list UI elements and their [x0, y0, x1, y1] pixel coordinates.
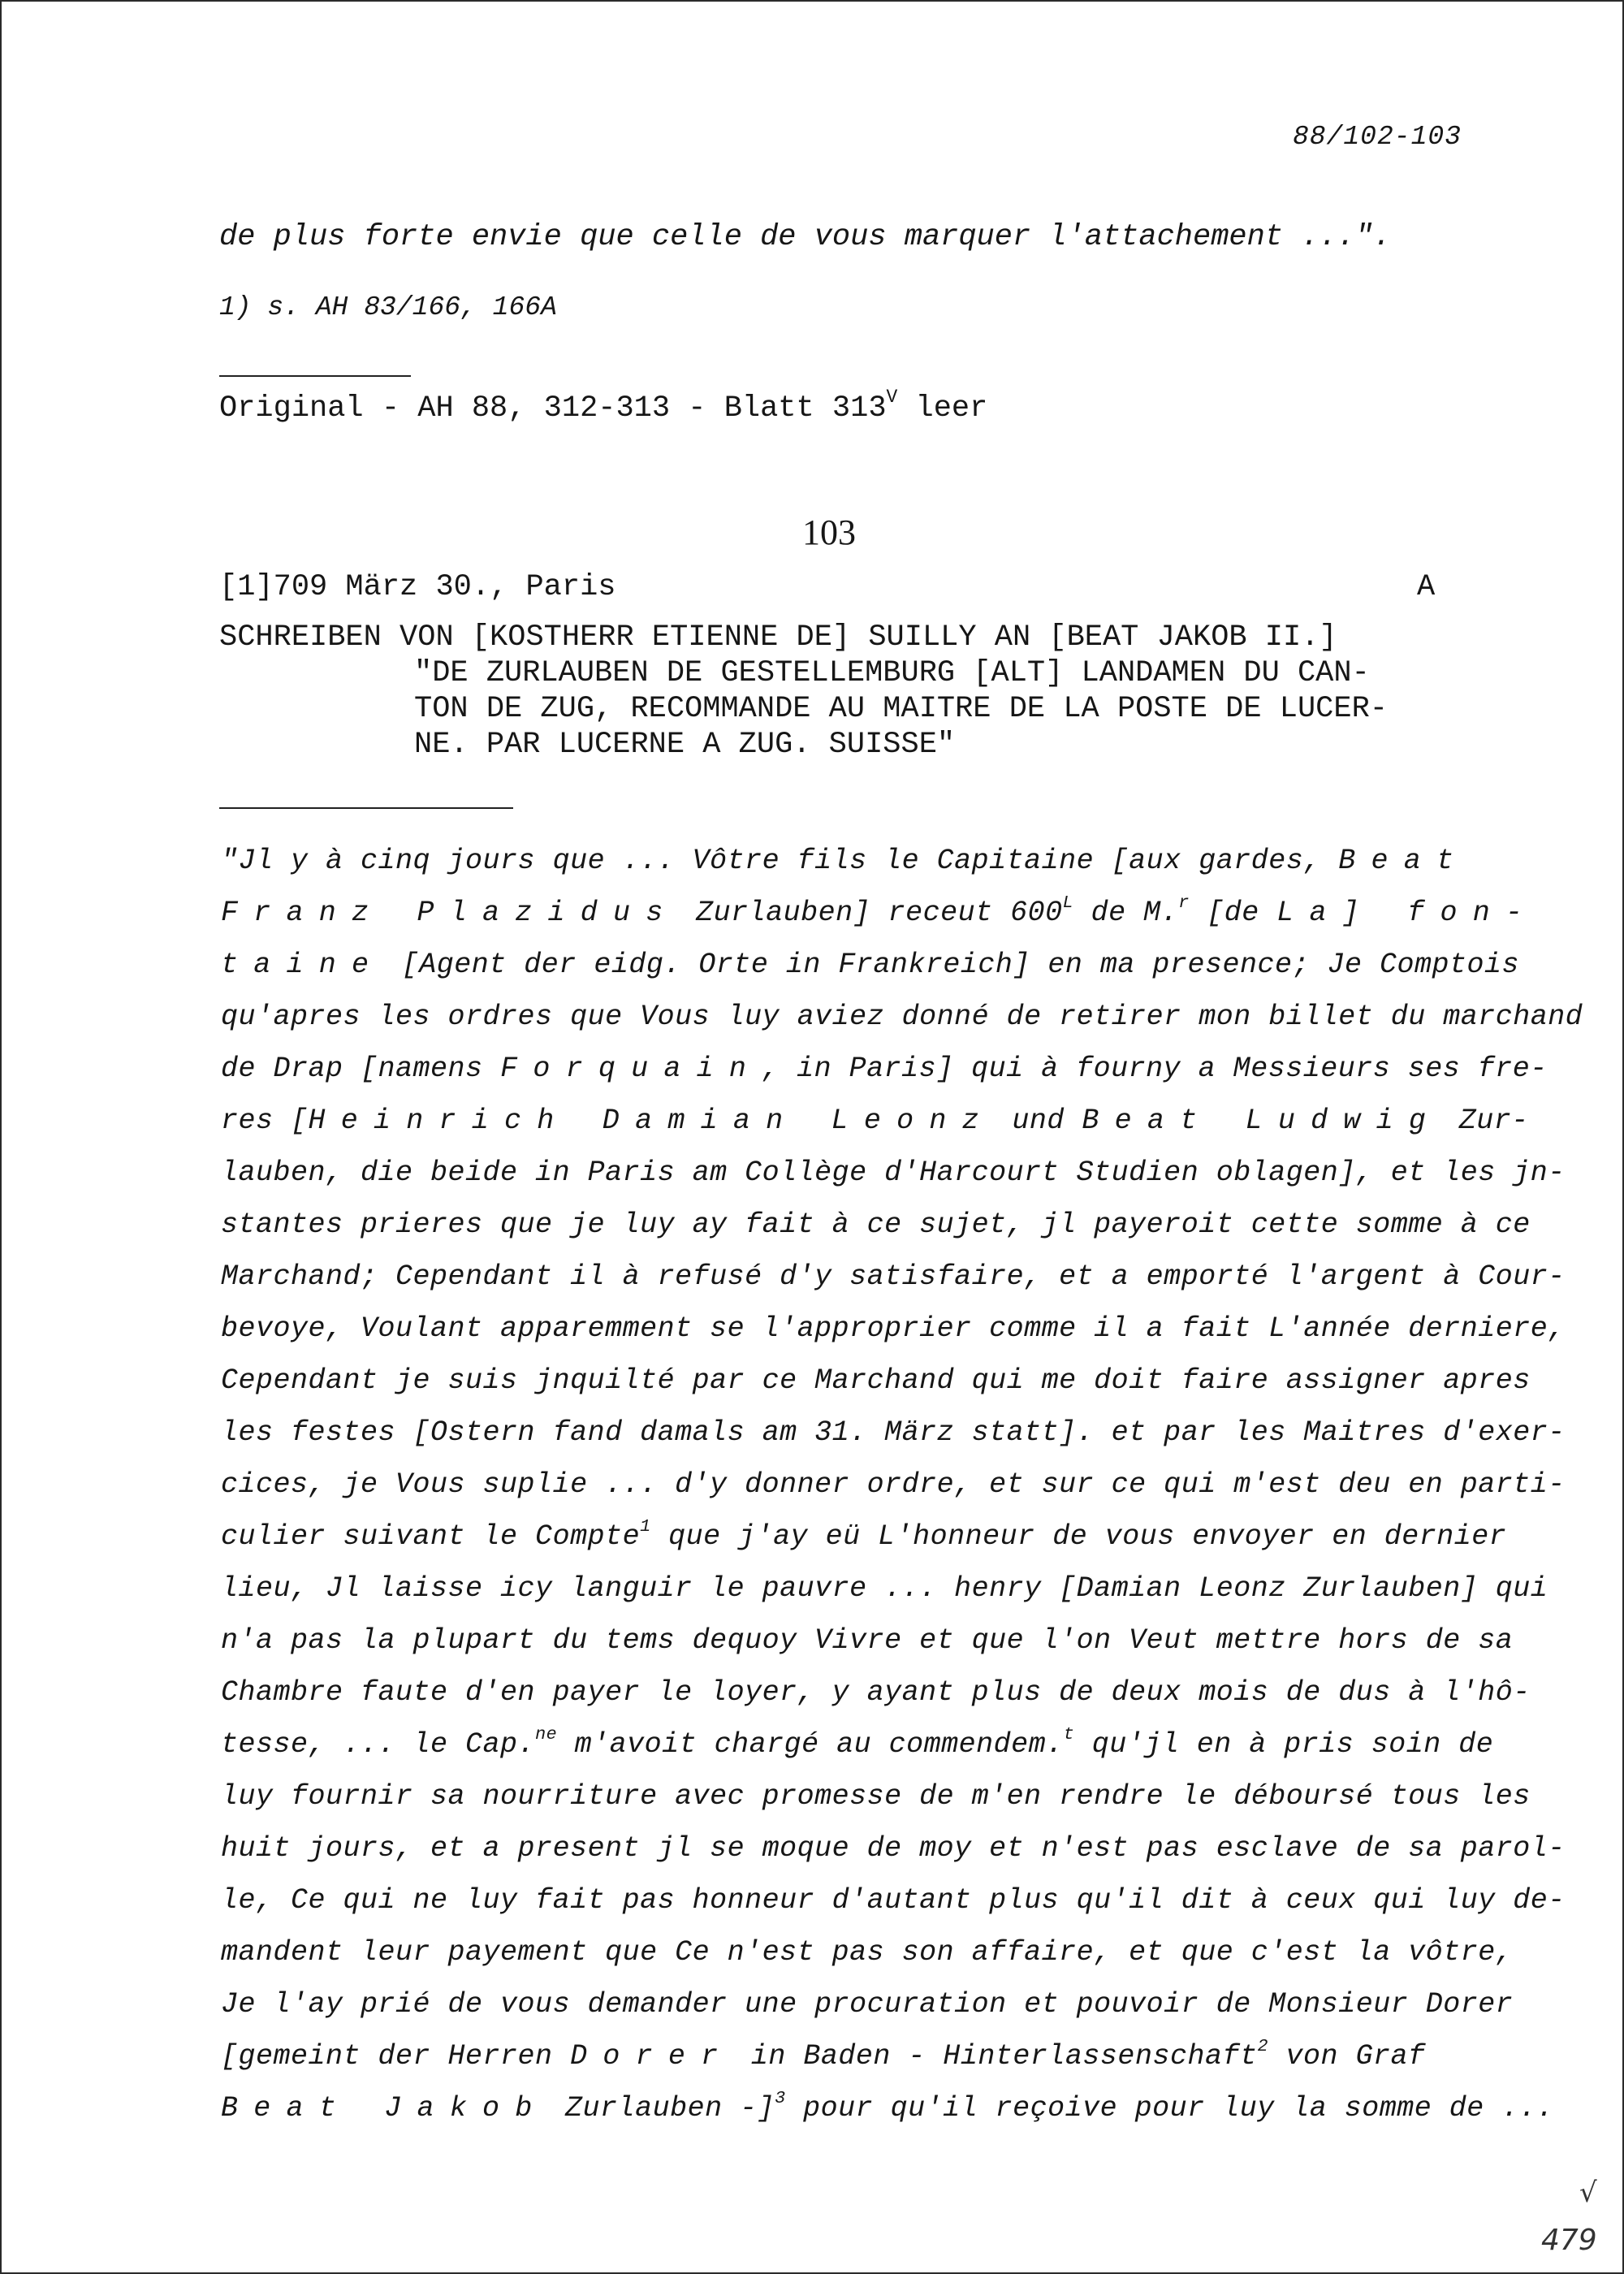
entry-number: 103: [802, 512, 856, 552]
entry-heading-line: SCHREIBEN VON [KOSTHERR ETIENNE DE] SUILLY AN [BEAT JAKOB II.]: [219, 620, 1337, 655]
letter-text-line: [gemeint der Herren Dorer in Baden - Hinterlassenschaft$^2$ von Graf: [221, 2036, 1426, 2073]
letter-text-line: huit jours, et a present jl se moque de moy et n'est pas esclave de sa parol-: [221, 1832, 1566, 1865]
letter-text-line: lieu, Jl laisse icy languir le pauvre ... henry [Damian Leonz Zurlauben] qui: [221, 1572, 1548, 1605]
handwritten-page-number: 479: [1541, 2224, 1597, 2257]
letter-text-line: n'a pas la plupart du tems dequoy Vivre et que l'on Veut mettre hors de sa: [221, 1624, 1514, 1657]
letter-text-line: Beat Jakob Zurlauben -]$^3$ pour qu'il reçoive pour luy la somme de ...: [221, 2088, 1554, 2125]
letter-text-line: luy fournir sa nourriture avec promesse de m'en rendre le déboursé tous les: [221, 1780, 1531, 1813]
letter-text-line: de Drap [namens Forquain, in Paris] qui à fourny a Messieurs ses fre-: [221, 1053, 1548, 1085]
letter-text-line: Je l'ay prié de vous demander une procuration et pouvoir de Monsieur Dorer: [221, 1988, 1514, 2021]
entry-heading-line: TON DE ZUG, RECOMMANDE AU MAITRE DE LA POSTE DE LUCER-: [414, 692, 1388, 726]
letter-text-line: Marchand; Cependant il à refusé d'y satisfaire, et a emporté l'argent à Cour-: [221, 1260, 1566, 1293]
original-source-note: Original - AH 88, 312-313 - Blatt $313^V$ leer: [219, 387, 988, 426]
letter-text-line: le, Ce qui ne luy fait pas honneur d'autant plus qu'il dit à ceux qui luy de-: [221, 1884, 1566, 1917]
entry-date-place: [1]709 März 30., Paris: [219, 570, 616, 604]
entry-mark: A: [1417, 570, 1436, 604]
letter-text-line: les festes [Ostern fand damals am 31. März statt]. et par les Maitres d'exer-: [221, 1416, 1566, 1449]
footnote-marker: 3: [775, 2088, 786, 2109]
letter-text-line: "Jl y à cinq jours que ... Vôtre fils le Capitaine [aux gardes, Beat: [221, 845, 1470, 877]
letter-text-line: lauben, die beide in Paris am Collège d'Harcourt Studien oblagen], et les jn-: [221, 1156, 1566, 1189]
letter-text-line: culier suivant le Compte$^1$ que j'ay eü L'honneur de vous envoyer en dernier: [221, 1516, 1507, 1553]
heading-divider: [219, 807, 513, 809]
letter-text-line: mandent leur payement que Ce n'est pas son affaire, et que c'est la vôtre,: [221, 1936, 1514, 1969]
letter-text-line: res [Heinrich Damian Leonz und Beat Ludwig Zur-: [221, 1105, 1529, 1137]
letter-text-line: Chambre faute d'en payer le loyer, y ayant plus de deux mois de dus à l'hô-: [221, 1676, 1531, 1709]
letter-text-line: cices, je Vous suplie ... d'y donner ordre, et sur ce qui m'est deu en parti-: [221, 1468, 1566, 1501]
letter-text-line: qu'apres les ordres que Vous luy aviez donné de retirer mon billet du marchand: [221, 1001, 1583, 1033]
letter-text-line: stantes prieres que je luy ay fait à ce sujet, jl payeroit cette somme à ce: [221, 1208, 1531, 1241]
entry-heading-line: "DE ZURLAUBEN DE GESTELLEMBURG [ALT] LANDAMEN DU CAN-: [414, 656, 1370, 690]
document-reference: 88/102-103: [1292, 122, 1462, 152]
letter-text-line: Cependant je suis jnquilté par ce Marchand qui me doit faire assigner apres: [221, 1364, 1531, 1397]
letter-text-line: taine [Agent der eidg. Orte in Frankreich] en ma presence; Je Comptois: [221, 949, 1520, 981]
footnote-marker: 2: [1257, 2036, 1268, 2057]
letter-text-line: bevoye, Voulant apparemment se l'approprier comme il a fait L'année derniere,: [221, 1312, 1566, 1345]
previous-letter-footnote: 1) s. AH 83/166, 166A: [219, 292, 557, 322]
entry-heading-line: NE. PAR LUCERNE A ZUG. SUISSE": [414, 728, 956, 762]
footnote-divider: [219, 375, 411, 377]
previous-letter-closing: de plus forte envie que celle de vous marquer l'attachement ...".: [219, 220, 1392, 254]
handwritten-check-mark: √: [1579, 2177, 1597, 2209]
footnote-marker: 1: [640, 1516, 651, 1537]
letter-text-line: Franz Plazidus Zurlauben] receut $600^L$ de M.$^r$ [de La] fon-: [221, 893, 1539, 929]
letter-text-line: tesse, ... le Cap.$^{ne}$ m'avoit chargé au commendem.$^t$ qu'jl en à pris soin de: [221, 1724, 1494, 1761]
